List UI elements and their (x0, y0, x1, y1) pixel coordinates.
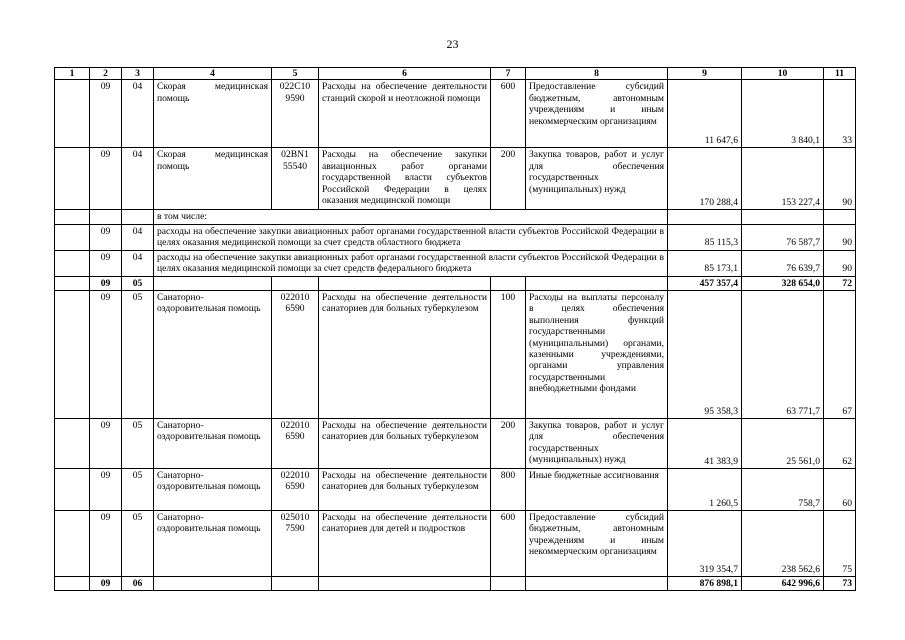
section-cell: 09 (90, 148, 122, 210)
plan-amount-cell: 457 357,4 (668, 276, 742, 290)
empty-cell (319, 577, 491, 591)
plan-amount-cell: 85 173,1 (668, 250, 742, 276)
expense-name-cell: Расходы на обеспечение закупки авиационных работ органами государственной власти субъектов Российской Федерации в целях оказания медицинской помощи (319, 148, 491, 210)
row-number-cell (55, 291, 90, 419)
description-cell: расходы на обеспечение закупки авиационных работ органами государственной власти субъектов Российской Федерации в целях оказания медицинской помощи за счет средств областного бюджета (154, 224, 668, 250)
percent-cell: 33 (824, 80, 856, 148)
empty-cell (526, 577, 668, 591)
actual-amount-cell: 153 227,4 (742, 148, 824, 210)
category-cell: Санаторно-оздоровительная помощь (154, 291, 272, 419)
header-cell: 8 (526, 68, 668, 80)
header-cell: 3 (122, 68, 154, 80)
expense-name-cell: Расходы на обеспечение деятельности санаториев для больных туберкулезом (319, 469, 491, 511)
expense-type-cell: 200 (491, 148, 526, 210)
empty-cell (319, 276, 491, 290)
subsection-cell: 05 (122, 291, 154, 419)
note-row (55, 210, 856, 224)
header-cell: 6 (319, 68, 491, 80)
row-number-cell (55, 276, 90, 290)
expense-type-cell: 600 (491, 511, 526, 577)
plan-amount-cell: 319 354,7 (668, 511, 742, 577)
target-article-cell: 022С10 9590 (272, 80, 319, 148)
actual-amount-cell: 642 996,6 (742, 577, 824, 591)
target-article-cell: 022010 6590 (272, 419, 319, 469)
subsection-cell: 06 (122, 577, 154, 591)
percent-cell: 90 (824, 250, 856, 276)
subsection-cell: 05 (122, 276, 154, 290)
actual-amount-cell: 3 840,1 (742, 80, 824, 148)
actual-amount-cell: 328 654,0 (742, 276, 824, 290)
plan-amount-cell: 85 115,3 (668, 224, 742, 250)
header-cell: 2 (90, 68, 122, 80)
table-row (55, 291, 856, 419)
table-row (55, 80, 856, 148)
section-cell: 09 (90, 80, 122, 148)
section-cell: 09 (90, 469, 122, 511)
table-body (55, 68, 856, 591)
section-cell: 09 (90, 250, 122, 276)
table-row (55, 469, 856, 511)
header-cell: 9 (668, 68, 742, 80)
budget-table (54, 67, 856, 591)
percent-cell: 90 (824, 148, 856, 210)
empty-cell (272, 577, 319, 591)
plan-amount-cell: 170 288,4 (668, 148, 742, 210)
percent-cell: 62 (824, 419, 856, 469)
header-cell: 10 (742, 68, 824, 80)
note-cell: в том числе: (154, 210, 668, 224)
row-number-cell (55, 469, 90, 511)
target-article-cell: 022010 6590 (272, 291, 319, 419)
expense-type-name-cell: Предоставление субсидий бюджетным, автономным учреждениям и иным некоммерческим организациям (526, 80, 668, 148)
expense-type-cell: 200 (491, 419, 526, 469)
row-number-cell (55, 419, 90, 469)
section-cell: 09 (90, 577, 122, 591)
empty-cell (526, 276, 668, 290)
empty-cell (491, 577, 526, 591)
row-number-cell (55, 250, 90, 276)
percent-cell: 72 (824, 276, 856, 290)
section-cell: 09 (90, 224, 122, 250)
category-cell: Санаторно-оздоровительная помощь (154, 511, 272, 577)
expense-type-cell: 800 (491, 469, 526, 511)
category-cell: Санаторно-оздоровительная помощь (154, 469, 272, 511)
plan-amount-cell: 876 898,1 (668, 577, 742, 591)
header-row (55, 68, 856, 80)
actual-amount-cell: 238 562,6 (742, 511, 824, 577)
row-number-cell (55, 577, 90, 591)
expense-type-cell: 600 (491, 80, 526, 148)
empty-cell (154, 276, 272, 290)
section-cell: 09 (90, 276, 122, 290)
subsection-cell: 05 (122, 511, 154, 577)
empty-cell (668, 210, 742, 224)
actual-amount-cell: 63 771,7 (742, 291, 824, 419)
table-row (55, 250, 856, 276)
empty-cell (272, 276, 319, 290)
total-row (55, 276, 856, 290)
row-number-cell (55, 80, 90, 148)
description-cell: расходы на обеспечение закупки авиационных работ органами государственной власти субъектов Российской Федерации в целях оказания медицинской помощи за счет средств федерального бюджета (154, 250, 668, 276)
row-number-cell (55, 224, 90, 250)
page-number: 23 (446, 37, 459, 51)
section-cell: 09 (90, 419, 122, 469)
expense-type-name-cell: Иные бюджетные ассигнования (526, 469, 668, 511)
header-cell: 11 (824, 68, 856, 80)
percent-cell: 75 (824, 511, 856, 577)
category-cell: Скорая медицинская помощь (154, 148, 272, 210)
empty-cell (90, 210, 122, 224)
subsection-cell: 04 (122, 250, 154, 276)
empty-cell (824, 210, 856, 224)
row-number-cell (55, 148, 90, 210)
row-number-cell (55, 511, 90, 577)
plan-amount-cell: 95 358,3 (668, 291, 742, 419)
expense-name-cell: Расходы на обеспечение деятельности санаториев для больных туберкулезом (319, 419, 491, 469)
target-article-cell: 022010 6590 (272, 469, 319, 511)
expense-type-name-cell: Закупка товаров, работ и услуг для обеспечения государственных (муниципальных) нужд (526, 148, 668, 210)
header-cell: 5 (272, 68, 319, 80)
expense-type-cell: 100 (491, 291, 526, 419)
expense-type-name-cell: Расходы на выплаты персоналу в целях обеспечения выполнения функций государственными (муниципальными) органами, казенными учреждениями, органами управления государственными внебюджетными фондами (526, 291, 668, 419)
percent-cell: 67 (824, 291, 856, 419)
subsection-cell: 04 (122, 80, 154, 148)
percent-cell: 90 (824, 224, 856, 250)
category-cell: Санаторно-оздоровительная помощь (154, 419, 272, 469)
plan-amount-cell: 1 260,5 (668, 469, 742, 511)
actual-amount-cell: 25 561,0 (742, 419, 824, 469)
actual-amount-cell: 76 639,7 (742, 250, 824, 276)
header-cell: 1 (55, 68, 90, 80)
expense-name-cell: Расходы на обеспечение деятельности санаториев для больных туберкулезом (319, 291, 491, 419)
percent-cell: 73 (824, 577, 856, 591)
percent-cell: 60 (824, 469, 856, 511)
table-row (55, 419, 856, 469)
table-row (55, 148, 856, 210)
section-cell: 09 (90, 511, 122, 577)
expense-name-cell: Расходы на обеспечение деятельности санаториев для детей и подростков (319, 511, 491, 577)
table-row (55, 224, 856, 250)
subsection-cell: 05 (122, 419, 154, 469)
plan-amount-cell: 11 647,6 (668, 80, 742, 148)
expense-name-cell: Расходы на обеспечение деятельности станций скорой и неотложной помощи (319, 80, 491, 148)
expense-type-name-cell: Закупка товаров, работ и услуг для обеспечения государственных (муниципальных) нужд (526, 419, 668, 469)
subsection-cell: 05 (122, 469, 154, 511)
total-row (55, 577, 856, 591)
actual-amount-cell: 758,7 (742, 469, 824, 511)
header-cell: 4 (154, 68, 272, 80)
target-article-cell: 025010 7590 (272, 511, 319, 577)
actual-amount-cell: 76 587,7 (742, 224, 824, 250)
subsection-cell: 04 (122, 224, 154, 250)
empty-cell (154, 577, 272, 591)
empty-cell (55, 210, 90, 224)
expense-type-name-cell: Предоставление субсидий бюджетным, автономным учреждениям и иным некоммерческим организациям (526, 511, 668, 577)
empty-cell (742, 210, 824, 224)
empty-cell (491, 276, 526, 290)
target-article-cell: 02BN1 55540 (272, 148, 319, 210)
empty-cell (122, 210, 154, 224)
plan-amount-cell: 41 383,9 (668, 419, 742, 469)
table-row (55, 511, 856, 577)
header-cell: 7 (491, 68, 526, 80)
subsection-cell: 04 (122, 148, 154, 210)
section-cell: 09 (90, 291, 122, 419)
category-cell: Скорая медицинская помощь (154, 80, 272, 148)
